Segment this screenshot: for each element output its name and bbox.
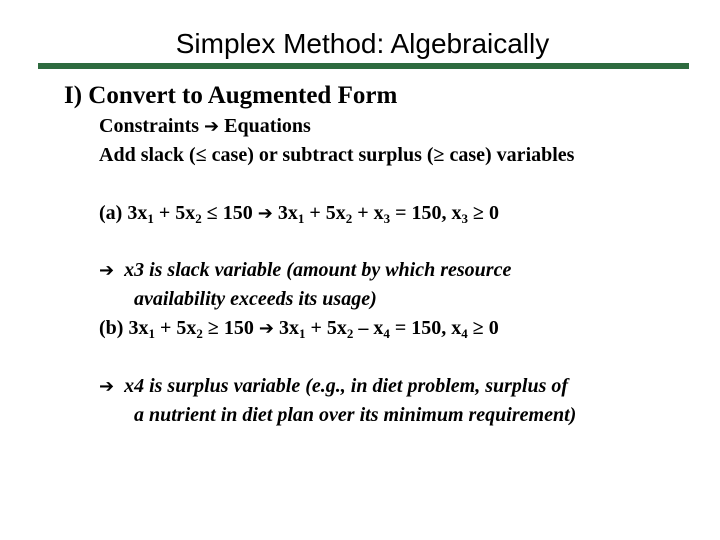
slide-title: Simplex Method: Algebraically (175, 28, 550, 59)
title-underline (38, 63, 689, 69)
note-a-line-1: ➔ x3 is slack variable (amount by which resource (99, 259, 512, 281)
equation-a: (a) $3x_1 + 5x_2 \le 150$ ➔ $3x_1 + 5x_2 + x_3 = 150$, $x_3 \ge 0$ (99, 202, 500, 226)
note-a-line-2: availability exceeds its usage) (134, 288, 377, 310)
equations-label: Equations (224, 115, 311, 137)
constraints-label: Constraints (99, 115, 200, 137)
equation-b: (b) $3x_1 + 5x_2 \ge 150$ ➔ $3x_1 + 5x_2 - x_4 = 150$, $x_4 \ge 0$ (99, 317, 499, 341)
note-b-line-1: ➔ x4 is surplus variable (e.g., in diet problem, surplus of (99, 375, 569, 397)
note-b-line-2: a nutrient in diet plan over its minimum requirement) (134, 404, 577, 426)
right-arrow-icon: ➔ (257, 203, 273, 224)
right-arrow-icon: ➔ (258, 318, 274, 339)
section-heading: I) Convert to Augmented Form (64, 82, 398, 109)
constraints-line (99, 113, 311, 140)
right-arrow-icon: ➔ (99, 376, 115, 397)
slack-surplus-line: Add slack (≤ case) or subtract surplus (≥ case) variables (99, 144, 575, 166)
right-arrow-icon: ➔ (204, 116, 220, 137)
right-arrow-icon: ➔ (99, 260, 115, 281)
